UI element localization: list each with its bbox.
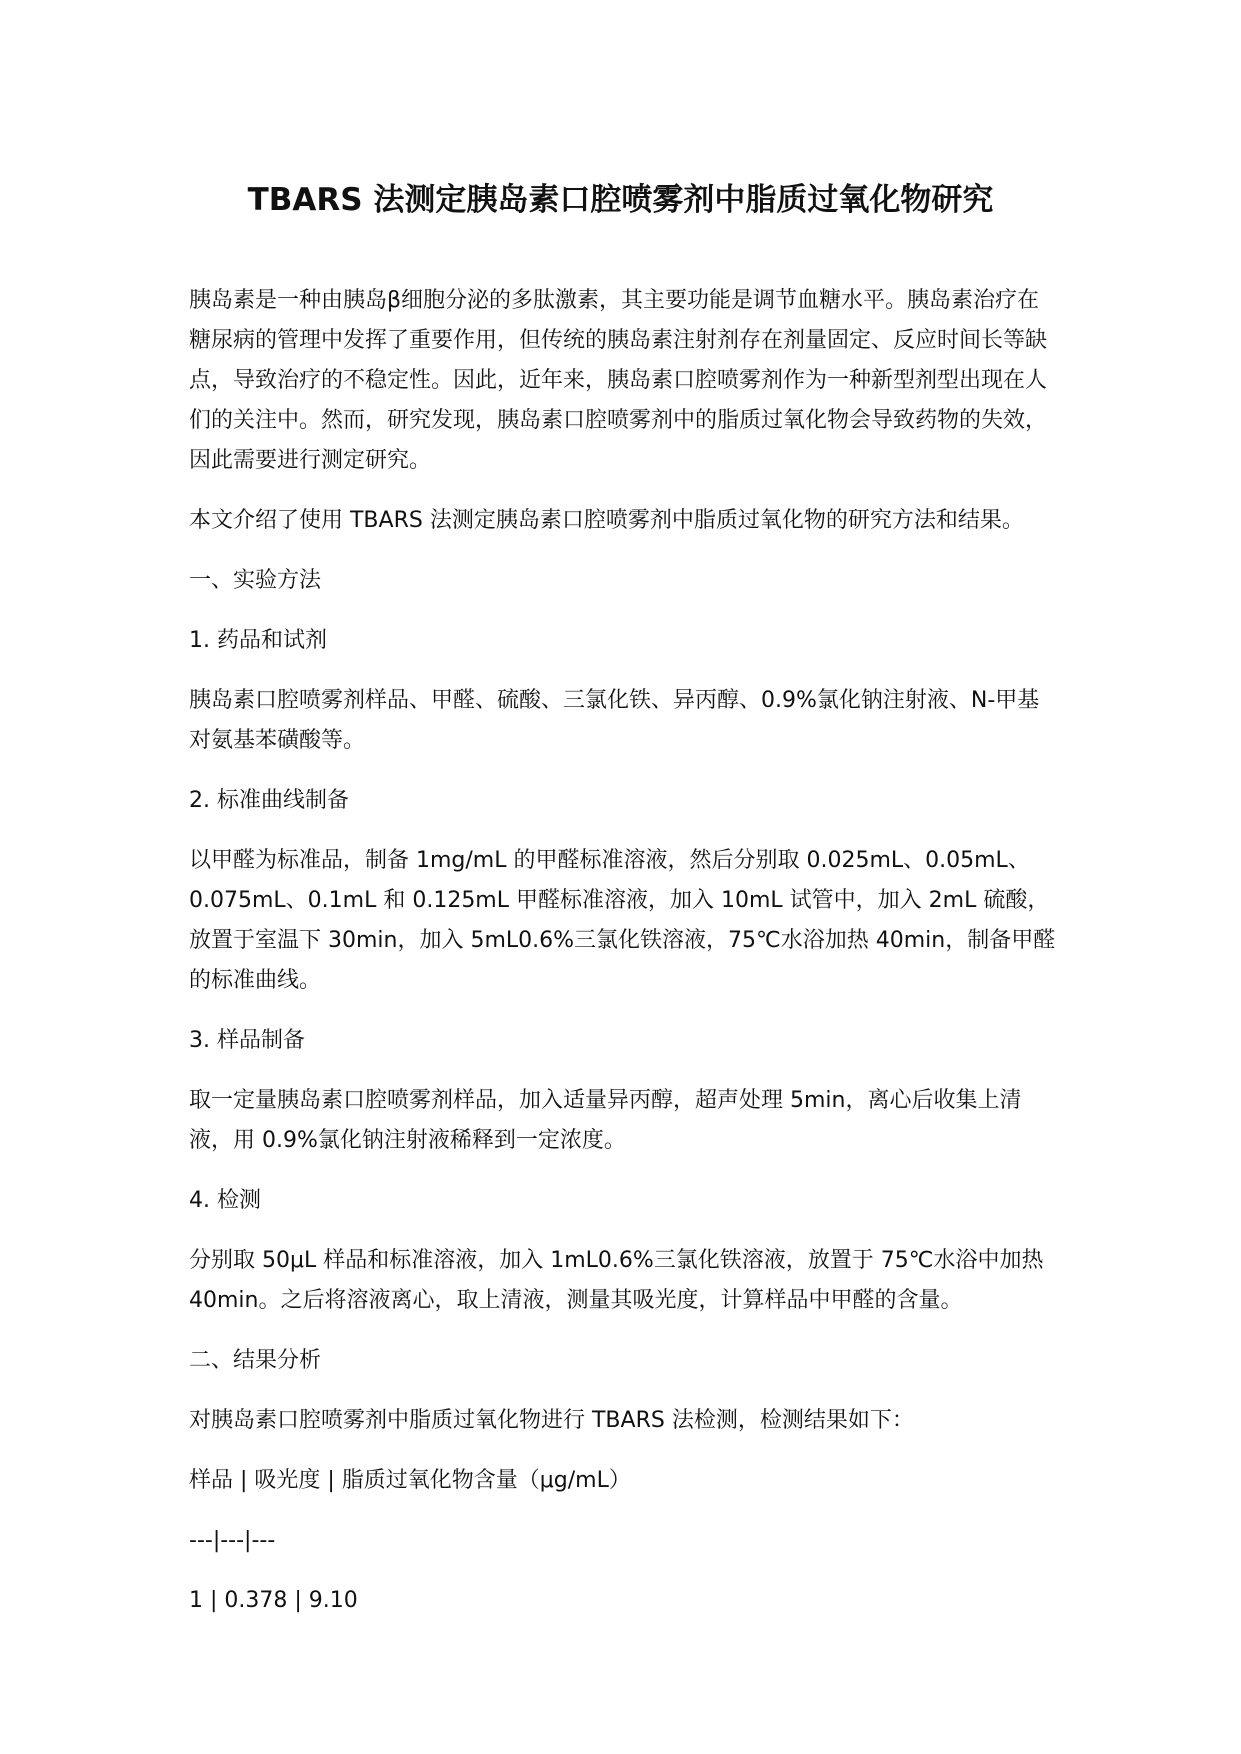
subsection-1-3-heading: 3. 样品制备 [189, 1028, 305, 1053]
subsection-1-2-text: 以甲醛为标准品，制备 1mg/mL 的甲醛标准溶液，然后分别取 0.025mL、0.05mL、0.075mL、0.1mL 和 0.125mL 甲醛标准溶液，加入 10mL 试管中，加入 2mL 硫酸，放置于室温下 30min，加入 5mL0.6%三氯化铁溶液，75℃水浴加热 40min，制备甲醛的标准曲线。 [189, 848, 1056, 993]
section-2-text: 对胰岛素口腔喷雾剂中脂质过氧化物进行 TBARS 法检测，检测结果如下： [189, 1408, 914, 1433]
section-1-heading: 一、实验方法 [189, 568, 322, 593]
intro-paragraph-1: 胰岛素是一种由胰岛β细胞分泌的多肽激素，其主要功能是调节血糖水平。胰岛素治疗在糖尿病的管理中发挥了重要作用，但传统的胰岛素注射剂存在剂量固定、反应时间长等缺点，导致治疗的不稳定性。因此，近年来，胰岛素口腔喷雾剂作为一种新型剂型出现在人们的关注中。然而，研究发现，胰岛素口腔喷雾剂中的脂质过氧化物会导致药物的失效，因此需要进行测定研究。 [189, 288, 1048, 473]
subsection-1-1-heading: 1. 药品和试剂 [189, 628, 327, 653]
subsection-1-1-text: 胰岛素口腔喷雾剂样品、甲醛、硫酸、三氯化铁、异丙醇、0.9%氯化钠注射液、N-甲基对氨基苯磺酸等。 [189, 688, 1040, 753]
section-2-heading: 二、结果分析 [189, 1348, 322, 1373]
subsection-1-3-text: 取一定量胰岛素口腔喷雾剂样品，加入适量异丙醇，超声处理 5min，离心后收集上清液，用 0.9%氯化钠注射液稀释到一定浓度。 [189, 1088, 1022, 1153]
results-table-row: 1 | 0.378 | 9.10 [189, 1588, 358, 1613]
results-table-header: 样品 | 吸光度 | 脂质过氧化物含量（μg/mL） [189, 1468, 631, 1493]
document-body [189, 281, 1059, 1641]
intro-paragraph-2: 本文介绍了使用 TBARS 法测定胰岛素口腔喷雾剂中脂质过氧化物的研究方法和结果。 [189, 508, 1024, 533]
results-table-separator: ---|---|--- [189, 1528, 276, 1553]
subsection-1-4-heading: 4. 检测 [189, 1188, 261, 1213]
subsection-1-2-heading: 2. 标准曲线制备 [189, 788, 349, 813]
document-title: TBARS 法测定胰岛素口腔喷雾剂中脂质过氧化物研究 [247, 182, 994, 218]
subsection-1-4-text: 分别取 50μL 样品和标准溶液，加入 1mL0.6%三氯化铁溶液，放置于 75℃水浴中加热 40min。之后将溶液离心，取上清液，测量其吸光度，计算样品中甲醛的含量。 [189, 1248, 1044, 1313]
